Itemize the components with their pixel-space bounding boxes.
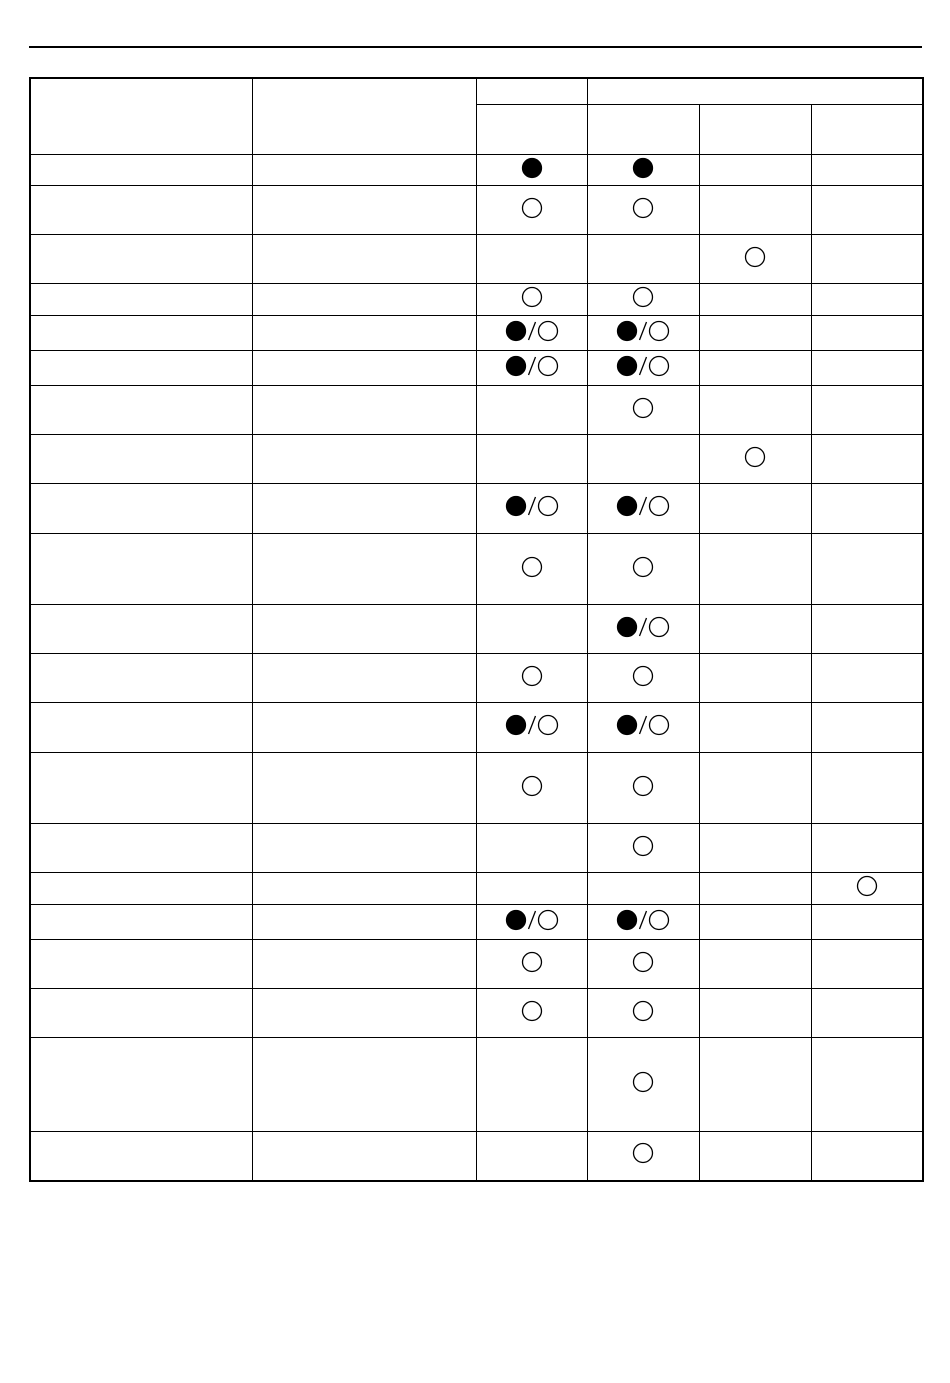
marker <box>616 355 670 377</box>
mark-cell-3 <box>699 435 811 484</box>
marker <box>505 495 559 517</box>
open-circle-icon <box>648 909 670 931</box>
table-row <box>30 753 923 824</box>
mark-cell-1 <box>476 435 587 484</box>
table-row <box>30 534 923 605</box>
marker <box>632 197 654 219</box>
row-description <box>252 284 476 316</box>
table-row <box>30 484 923 534</box>
mark-cell-4 <box>811 351 923 386</box>
mark-cell-4 <box>811 186 923 235</box>
mark-cell-4 <box>811 989 923 1038</box>
marker <box>616 616 670 638</box>
slash-icon <box>527 909 537 931</box>
open-circle-icon <box>521 665 543 687</box>
mark-cell-4 <box>811 1132 923 1181</box>
mark-cell-2 <box>587 989 699 1038</box>
mark-cell-1 <box>476 824 587 873</box>
mark-cell-4 <box>811 484 923 534</box>
mark-cell-3 <box>699 905 811 940</box>
open-circle-icon <box>632 556 654 578</box>
filled-circle-icon <box>505 355 527 377</box>
marker <box>616 909 670 931</box>
row-label <box>30 155 252 186</box>
mark-cell-4 <box>811 940 923 989</box>
row-description <box>252 186 476 235</box>
row-description <box>252 316 476 351</box>
row-description <box>252 386 476 435</box>
mark-cell-1 <box>476 703 587 753</box>
mark-cell-4 <box>811 753 923 824</box>
row-label <box>30 605 252 654</box>
mark-cell-3 <box>699 534 811 605</box>
open-circle-icon <box>521 197 543 219</box>
mark-cell-4 <box>811 1038 923 1132</box>
mark-cell-1 <box>476 235 587 284</box>
table-row <box>30 1038 923 1132</box>
mark-cell-4 <box>811 386 923 435</box>
row-label <box>30 654 252 703</box>
header-group-a-sub-1 <box>476 105 587 155</box>
mark-cell-1 <box>476 155 587 186</box>
mark-cell-1 <box>476 351 587 386</box>
mark-cell-2 <box>587 1038 699 1132</box>
header-col-2 <box>252 78 476 155</box>
mark-cell-1 <box>476 386 587 435</box>
mark-cell-3 <box>699 186 811 235</box>
header-group-b <box>587 78 923 105</box>
mark-cell-3 <box>699 351 811 386</box>
row-description <box>252 534 476 605</box>
filled-circle-icon <box>505 495 527 517</box>
open-circle-icon <box>856 875 878 897</box>
marker <box>632 1071 654 1093</box>
table-row <box>30 824 923 873</box>
row-description <box>252 703 476 753</box>
open-circle-icon <box>632 1142 654 1164</box>
row-description <box>252 654 476 703</box>
header-group-a <box>476 78 587 105</box>
row-description <box>252 351 476 386</box>
table-row <box>30 235 923 284</box>
mark-cell-2 <box>587 703 699 753</box>
mark-cell-3 <box>699 386 811 435</box>
filled-circle-icon <box>616 909 638 931</box>
mark-cell-3 <box>699 753 811 824</box>
row-label <box>30 940 252 989</box>
mark-cell-3 <box>699 235 811 284</box>
mark-cell-2 <box>587 284 699 316</box>
slash-icon <box>527 355 537 377</box>
row-label <box>30 703 252 753</box>
mark-cell-2 <box>587 435 699 484</box>
mark-cell-1 <box>476 284 587 316</box>
mark-cell-2 <box>587 186 699 235</box>
marker <box>521 286 543 308</box>
mark-cell-3 <box>699 703 811 753</box>
marker <box>632 397 654 419</box>
marker <box>521 951 543 973</box>
mark-cell-2 <box>587 940 699 989</box>
marker <box>632 556 654 578</box>
row-label <box>30 873 252 905</box>
mark-cell-4 <box>811 316 923 351</box>
row-description <box>252 1132 476 1181</box>
row-description <box>252 873 476 905</box>
marker <box>521 775 543 797</box>
table-row <box>30 284 923 316</box>
table-row <box>30 316 923 351</box>
marker <box>632 665 654 687</box>
mark-cell-1 <box>476 534 587 605</box>
table-row <box>30 435 923 484</box>
filled-circle-icon <box>505 714 527 736</box>
mark-cell-4 <box>811 605 923 654</box>
header-row-1 <box>30 78 923 105</box>
open-circle-icon <box>632 197 654 219</box>
mark-cell-3 <box>699 605 811 654</box>
row-label <box>30 989 252 1038</box>
filled-circle-icon <box>616 714 638 736</box>
mark-cell-2 <box>587 753 699 824</box>
mark-cell-1 <box>476 605 587 654</box>
mark-cell-1 <box>476 753 587 824</box>
marker <box>616 495 670 517</box>
marker-table <box>29 77 924 1182</box>
row-label <box>30 351 252 386</box>
row-label <box>30 284 252 316</box>
filled-circle-icon <box>505 909 527 931</box>
open-circle-icon <box>632 1071 654 1093</box>
marker <box>632 1000 654 1022</box>
slash-icon <box>638 909 648 931</box>
open-circle-icon <box>521 1000 543 1022</box>
mark-cell-2 <box>587 484 699 534</box>
mark-cell-2 <box>587 351 699 386</box>
mark-cell-2 <box>587 235 699 284</box>
open-circle-icon <box>648 355 670 377</box>
open-circle-icon <box>537 714 559 736</box>
open-circle-icon <box>648 320 670 342</box>
filled-circle-icon <box>521 157 543 179</box>
open-circle-icon <box>632 835 654 857</box>
row-label <box>30 534 252 605</box>
row-description <box>252 435 476 484</box>
row-description <box>252 484 476 534</box>
marker <box>632 775 654 797</box>
marker <box>505 355 559 377</box>
row-label <box>30 435 252 484</box>
open-circle-icon <box>632 286 654 308</box>
row-description <box>252 824 476 873</box>
open-circle-icon <box>648 495 670 517</box>
row-label <box>30 484 252 534</box>
mark-cell-3 <box>699 940 811 989</box>
open-circle-icon <box>632 775 654 797</box>
table-row <box>30 989 923 1038</box>
mark-cell-4 <box>811 235 923 284</box>
mark-cell-3 <box>699 284 811 316</box>
table-row <box>30 351 923 386</box>
row-label <box>30 1038 252 1132</box>
slash-icon <box>527 495 537 517</box>
mark-cell-2 <box>587 824 699 873</box>
marker <box>521 665 543 687</box>
row-label <box>30 905 252 940</box>
marker <box>744 246 766 268</box>
mark-cell-3 <box>699 873 811 905</box>
slash-icon <box>638 714 648 736</box>
table-row <box>30 703 923 753</box>
mark-cell-1 <box>476 873 587 905</box>
marker <box>744 446 766 468</box>
filled-circle-icon <box>616 495 638 517</box>
marker <box>632 157 654 179</box>
open-circle-icon <box>632 665 654 687</box>
mark-cell-1 <box>476 316 587 351</box>
table-row <box>30 186 923 235</box>
mark-cell-2 <box>587 386 699 435</box>
row-description <box>252 940 476 989</box>
marker <box>616 320 670 342</box>
mark-cell-1 <box>476 654 587 703</box>
mark-cell-1 <box>476 989 587 1038</box>
mark-cell-2 <box>587 605 699 654</box>
open-circle-icon <box>648 616 670 638</box>
mark-cell-2 <box>587 316 699 351</box>
mark-cell-3 <box>699 824 811 873</box>
open-circle-icon <box>537 909 559 931</box>
header-col-1 <box>30 78 252 155</box>
mark-cell-3 <box>699 1132 811 1181</box>
filled-circle-icon <box>616 320 638 342</box>
mark-cell-4 <box>811 824 923 873</box>
row-description <box>252 753 476 824</box>
open-circle-icon <box>537 320 559 342</box>
top-rule <box>29 46 922 48</box>
filled-circle-icon <box>616 616 638 638</box>
mark-cell-1 <box>476 905 587 940</box>
table-row <box>30 654 923 703</box>
marker <box>616 714 670 736</box>
row-label <box>30 824 252 873</box>
open-circle-icon <box>521 951 543 973</box>
table-row <box>30 873 923 905</box>
mark-cell-4 <box>811 155 923 186</box>
header-group-b-sub-3 <box>811 105 923 155</box>
mark-cell-3 <box>699 654 811 703</box>
marker <box>505 714 559 736</box>
table-row <box>30 1132 923 1181</box>
table-row <box>30 905 923 940</box>
mark-cell-4 <box>811 905 923 940</box>
mark-cell-2 <box>587 534 699 605</box>
row-label <box>30 1132 252 1181</box>
mark-cell-3 <box>699 1038 811 1132</box>
filled-circle-icon <box>632 157 654 179</box>
row-description <box>252 989 476 1038</box>
filled-circle-icon <box>616 355 638 377</box>
filled-circle-icon <box>505 320 527 342</box>
row-label <box>30 386 252 435</box>
slash-icon <box>638 355 648 377</box>
table-row <box>30 386 923 435</box>
marker <box>505 909 559 931</box>
row-label <box>30 186 252 235</box>
mark-cell-1 <box>476 186 587 235</box>
header-group-b-sub-2 <box>699 105 811 155</box>
row-description <box>252 905 476 940</box>
open-circle-icon <box>744 246 766 268</box>
mark-cell-3 <box>699 484 811 534</box>
mark-cell-3 <box>699 989 811 1038</box>
row-description <box>252 1038 476 1132</box>
mark-cell-2 <box>587 1132 699 1181</box>
open-circle-icon <box>521 556 543 578</box>
marker <box>632 835 654 857</box>
mark-cell-2 <box>587 654 699 703</box>
mark-cell-4 <box>811 654 923 703</box>
mark-cell-4 <box>811 873 923 905</box>
marker <box>856 875 878 897</box>
open-circle-icon <box>744 446 766 468</box>
mark-cell-2 <box>587 905 699 940</box>
marker <box>521 197 543 219</box>
row-label <box>30 235 252 284</box>
mark-cell-3 <box>699 155 811 186</box>
row-description <box>252 605 476 654</box>
marker <box>632 1142 654 1164</box>
open-circle-icon <box>521 286 543 308</box>
marker <box>505 320 559 342</box>
slash-icon <box>638 616 648 638</box>
table-row <box>30 605 923 654</box>
table-row <box>30 940 923 989</box>
marker <box>521 157 543 179</box>
open-circle-icon <box>632 1000 654 1022</box>
marker <box>521 556 543 578</box>
slash-icon <box>527 320 537 342</box>
marker <box>521 1000 543 1022</box>
row-label <box>30 316 252 351</box>
marker <box>632 286 654 308</box>
open-circle-icon <box>537 495 559 517</box>
marker <box>632 951 654 973</box>
mark-cell-3 <box>699 316 811 351</box>
row-description <box>252 155 476 186</box>
row-label <box>30 753 252 824</box>
mark-cell-1 <box>476 1038 587 1132</box>
open-circle-icon <box>648 714 670 736</box>
open-circle-icon <box>632 951 654 973</box>
mark-cell-4 <box>811 703 923 753</box>
mark-cell-4 <box>811 284 923 316</box>
mark-cell-1 <box>476 484 587 534</box>
table-row <box>30 155 923 186</box>
open-circle-icon <box>537 355 559 377</box>
slash-icon <box>638 320 648 342</box>
mark-cell-1 <box>476 1132 587 1181</box>
mark-cell-1 <box>476 940 587 989</box>
slash-icon <box>527 714 537 736</box>
mark-cell-2 <box>587 873 699 905</box>
open-circle-icon <box>632 397 654 419</box>
header-group-b-sub-1 <box>587 105 699 155</box>
open-circle-icon <box>521 775 543 797</box>
mark-cell-4 <box>811 534 923 605</box>
slash-icon <box>638 495 648 517</box>
row-description <box>252 235 476 284</box>
mark-cell-2 <box>587 155 699 186</box>
mark-cell-4 <box>811 435 923 484</box>
